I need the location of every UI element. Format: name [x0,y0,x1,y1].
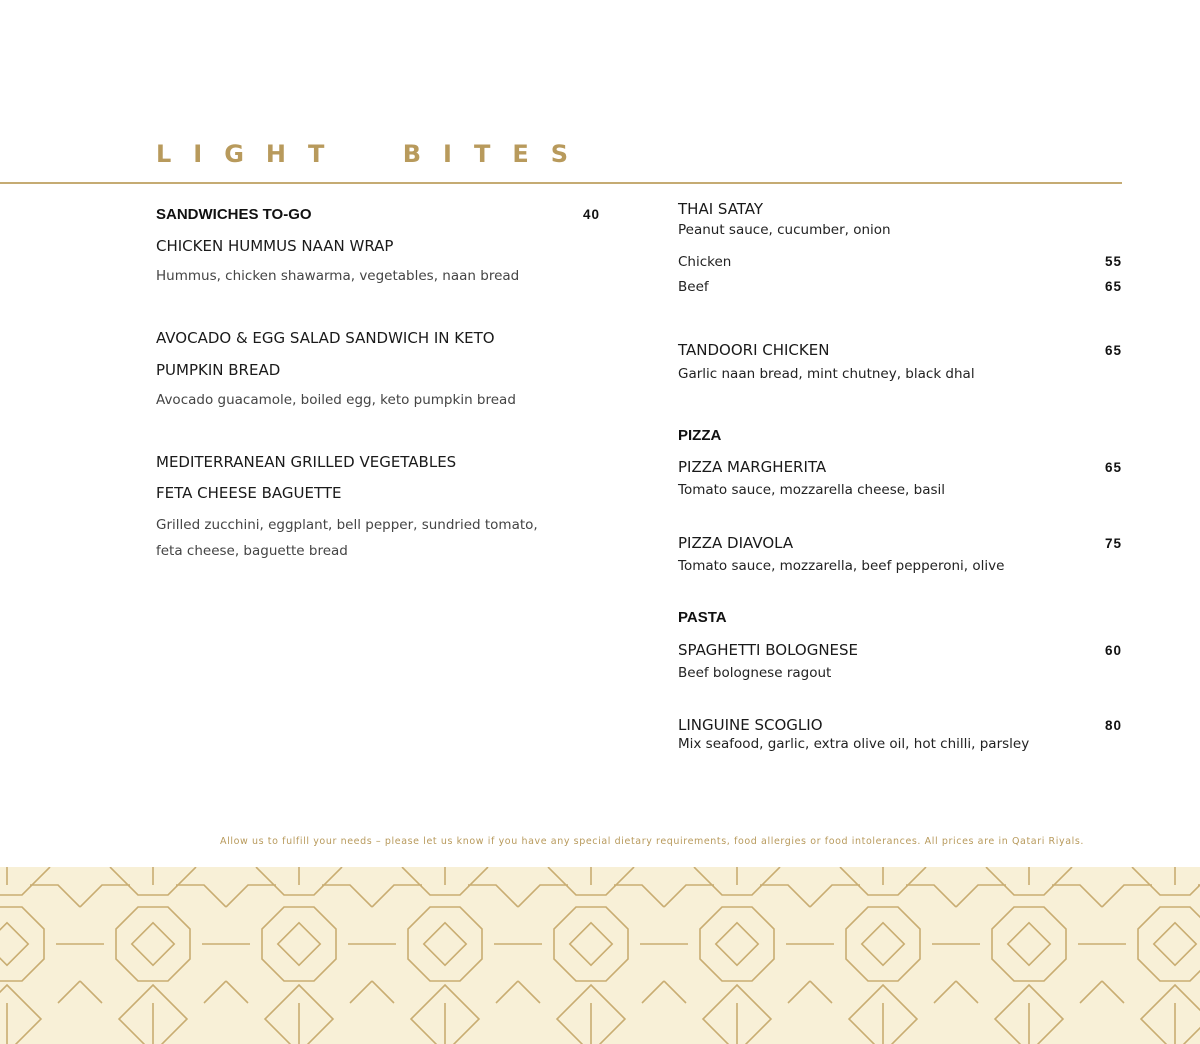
section-sandwiches: SANDWICHES TO-GO [156,206,312,223]
item-avocado-egg-sandwich-desc: Avocado guacamole, boiled egg, keto pumpkin bread [156,392,516,408]
section-pizza: PIZZA [678,427,722,444]
item-spaghetti-bolognese-price: 60 [1104,643,1122,658]
item-pizza-margherita: PIZZA MARGHERITA [678,458,827,476]
decorative-pattern-band [0,867,1200,1044]
item-linguine-scoglio: LINGUINE SCOGLIO [678,716,823,734]
item-thai-satay: THAI SATAY [678,200,764,218]
item-avocado-egg-sandwich-line2: PUMPKIN BREAD [156,361,281,379]
title-divider [0,182,1122,184]
option-beef: Beef [678,279,709,295]
item-mediterranean-baguette-line1: MEDITERRANEAN GRILLED VEGETABLES [156,453,457,471]
geometric-pattern [0,867,1200,1044]
item-tandoori-chicken: TANDOORI CHICKEN [678,341,830,359]
item-pizza-margherita-desc: Tomato sauce, mozzarella cheese, basil [678,482,946,498]
page-title: LIGHT BITES [156,140,591,168]
section-sandwiches-price: 40 [582,207,600,222]
item-tandoori-chicken-price: 65 [1104,343,1122,358]
item-chicken-hummus-wrap: CHICKEN HUMMUS NAAN WRAP [156,237,394,255]
item-mediterranean-baguette-desc-line1: Grilled zucchini, eggplant, bell pepper, sundried tomato, [156,517,538,533]
item-pizza-diavola-price: 75 [1104,536,1122,551]
option-chicken: Chicken [678,254,732,270]
item-chicken-hummus-wrap-desc: Hummus, chicken shawarma, vegetables, naan bread [156,268,520,284]
item-spaghetti-bolognese: SPAGHETTI BOLOGNESE [678,641,859,659]
item-mediterranean-baguette-desc-line2: feta cheese, baguette bread [156,543,348,559]
section-pasta: PASTA [678,609,727,626]
dietary-footnote: Allow us to fulfill your needs – please let us know if you have any special dietary requirements, food allergies or food intolerances. All prices are in Qatari Riyals. [220,836,1085,847]
option-chicken-price: 55 [1104,254,1122,269]
item-spaghetti-bolognese-desc: Beef bolognese ragout [678,665,832,681]
item-pizza-diavola: PIZZA DIAVOLA [678,534,794,552]
item-tandoori-chicken-desc: Garlic naan bread, mint chutney, black dhal [678,366,975,382]
item-mediterranean-baguette-line2: FETA CHEESE BAGUETTE [156,484,342,502]
item-linguine-scoglio-desc: Mix seafood, garlic, extra olive oil, hot chilli, parsley [678,736,1030,752]
item-pizza-diavola-desc: Tomato sauce, mozzarella, beef pepperoni, olive [678,558,1005,574]
option-beef-price: 65 [1104,279,1122,294]
item-pizza-margherita-price: 65 [1104,460,1122,475]
item-avocado-egg-sandwich-line1: AVOCADO & EGG SALAD SANDWICH IN KETO [156,329,495,347]
item-thai-satay-desc: Peanut sauce, cucumber, onion [678,222,891,238]
item-linguine-scoglio-price: 80 [1104,718,1122,733]
